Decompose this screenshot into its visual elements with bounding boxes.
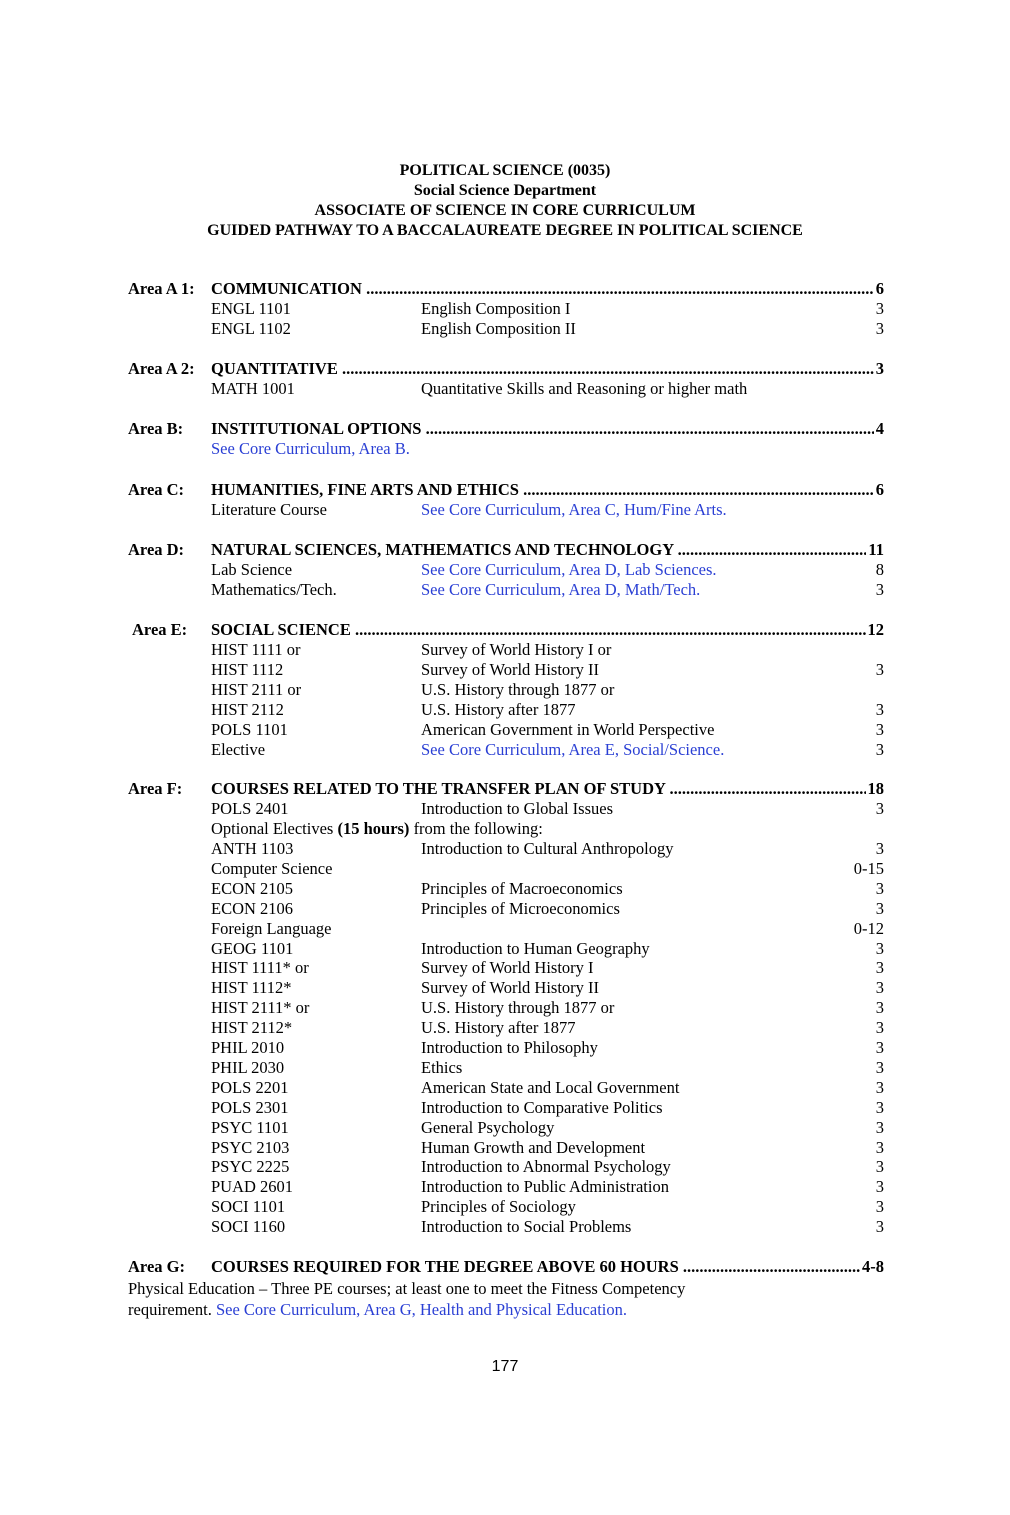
course-row xyxy=(211,998,884,1018)
area-total-hours: 18 xyxy=(867,779,884,798)
optional-electives-suffix: from the following: xyxy=(409,819,543,838)
course-hours: 3 xyxy=(875,580,884,599)
course-code: PUAD 2601 xyxy=(211,1177,294,1196)
course-hours: 0-15 xyxy=(853,859,884,878)
course-hours: 3 xyxy=(875,958,884,977)
department-name: Social Science Department xyxy=(413,182,597,199)
optional-electives-text: Optional Electives xyxy=(211,819,338,838)
course-row xyxy=(211,379,884,399)
course-row xyxy=(211,879,884,899)
course-hours: 3 xyxy=(875,799,884,818)
course-code: Elective xyxy=(211,740,266,759)
course-code: PSYC 1101 xyxy=(211,1118,289,1137)
course-title: Principles of Macroeconomics xyxy=(421,879,623,898)
course-row xyxy=(211,299,884,319)
area-name: HUMANITIES, FINE ARTS AND ETHICS xyxy=(211,480,519,499)
course-title: Quantitative Skills and Reasoning or higher math xyxy=(421,379,748,398)
course-code: Foreign Language xyxy=(211,919,332,938)
course-code: HIST 1112* xyxy=(211,978,292,997)
course-hours: 3 xyxy=(875,1217,884,1236)
course-hours: 3 xyxy=(875,939,884,958)
course-hours: 3 xyxy=(875,1138,884,1157)
pe-requirement-text-2: requirement. xyxy=(128,1300,216,1319)
course-row xyxy=(211,439,884,459)
course-code: Mathematics/Tech. xyxy=(211,580,337,599)
course-hours: 3 xyxy=(875,1018,884,1037)
course-row xyxy=(211,580,884,600)
area-name: QUANTITATIVE xyxy=(211,359,338,378)
course-code: PHIL 2030 xyxy=(211,1058,285,1077)
course-hours: 3 xyxy=(875,1157,884,1176)
course-title: Introduction to Cultural Anthropology xyxy=(421,839,674,858)
course-title: Principles of Sociology xyxy=(421,1197,576,1216)
program-title: POLITICAL SCIENCE (0035) xyxy=(399,162,611,179)
area-name: COURSES RELATED TO THE TRANSFER PLAN OF STUDY xyxy=(211,779,666,798)
course-title: Ethics xyxy=(421,1058,463,1077)
course-hours: 3 xyxy=(875,700,884,719)
core-curriculum-link[interactable]: See Core Curriculum, Area E, Social/Science. xyxy=(421,740,725,759)
course-row xyxy=(211,1217,884,1237)
course-hours: 3 xyxy=(875,660,884,679)
course-code: ECON 2106 xyxy=(211,899,294,918)
course-code: MATH 1001 xyxy=(211,379,295,398)
course-code: POLS 1101 xyxy=(211,720,288,739)
area-label: Area B: xyxy=(128,419,184,438)
course-code: POLS 2201 xyxy=(211,1078,289,1097)
core-curriculum-link[interactable]: See Core Curriculum, Area D, Math/Tech. xyxy=(421,580,701,599)
course-row xyxy=(211,560,884,580)
course-title: Principles of Microeconomics xyxy=(421,899,620,918)
course-title: Introduction to Global Issues xyxy=(421,799,614,818)
area-total-hours: 4-8 xyxy=(862,1257,884,1276)
course-code: HIST 2111* or xyxy=(211,998,310,1017)
area-total-hours: 6 xyxy=(875,480,884,499)
course-title: English Composition II xyxy=(421,319,576,338)
core-curriculum-link[interactable]: See Core Curriculum, Area C, Hum/Fine Arts. xyxy=(421,500,727,519)
course-row xyxy=(211,1018,884,1038)
course-title: Survey of World History I or xyxy=(421,640,612,659)
course-code: PSYC 2103 xyxy=(211,1138,290,1157)
course-title: U.S. History through 1877 or xyxy=(421,998,615,1017)
course-row xyxy=(211,919,884,939)
pe-requirement-text: Physical Education – Three PE courses; at least one to meet the Fitness Competency xyxy=(128,1279,686,1298)
course-row xyxy=(211,1138,884,1158)
course-hours: 3 xyxy=(875,879,884,898)
course-code: HIST 1111 or xyxy=(211,640,301,659)
course-code: HIST 1111* or xyxy=(211,958,309,977)
document-header xyxy=(0,161,1010,241)
course-hours: 3 xyxy=(875,720,884,739)
area-total-hours: 3 xyxy=(875,359,884,378)
optional-electives-note xyxy=(211,819,884,839)
course-row xyxy=(211,939,884,959)
area-b-heading xyxy=(128,419,884,439)
area-d-heading xyxy=(128,540,884,560)
area-label: Area F: xyxy=(128,779,183,798)
course-title: U.S. History after 1877 xyxy=(421,1018,576,1037)
course-code: ENGL 1102 xyxy=(211,319,291,338)
course-code: SOCI 1101 xyxy=(211,1197,286,1216)
course-title: General Psychology xyxy=(421,1118,555,1137)
course-row xyxy=(211,1078,884,1098)
area-total-hours: 12 xyxy=(867,620,884,639)
core-curriculum-link[interactable]: See Core Curriculum, Area B. xyxy=(211,439,410,458)
course-hours: 3 xyxy=(875,1098,884,1117)
area-a2-heading xyxy=(128,359,884,379)
course-row xyxy=(211,700,884,720)
course-hours: 3 xyxy=(875,1078,884,1097)
course-hours: 3 xyxy=(875,1118,884,1137)
course-row xyxy=(211,799,884,819)
course-hours: 3 xyxy=(875,1058,884,1077)
course-title: English Composition I xyxy=(421,299,571,318)
core-curriculum-link[interactable]: See Core Curriculum, Area G, Health and Physical Education. xyxy=(215,1300,627,1319)
course-row xyxy=(211,859,884,879)
course-title: U.S. History through 1877 or xyxy=(421,680,615,699)
course-hours: 3 xyxy=(875,319,884,338)
area-c-heading xyxy=(128,480,884,500)
course-code: Lab Science xyxy=(211,560,293,579)
course-row xyxy=(211,680,884,700)
course-code: ENGL 1101 xyxy=(211,299,291,318)
course-title: Introduction to Public Administration xyxy=(421,1177,669,1196)
course-title: Survey of World History I xyxy=(421,958,594,977)
course-hours: 3 xyxy=(875,1177,884,1196)
course-title: Introduction to Human Geography xyxy=(421,939,650,958)
course-row xyxy=(211,1118,884,1138)
area-name: INSTITUTIONAL OPTIONS xyxy=(211,419,422,438)
course-hours: 3 xyxy=(875,978,884,997)
area-label: Area C: xyxy=(128,480,185,499)
course-code: Computer Science xyxy=(211,859,333,878)
pathway-title: GUIDED PATHWAY TO A BACCALAUREATE DEGREE IN POLITICAL SCIENCE xyxy=(207,222,803,239)
course-hours: 3 xyxy=(875,1197,884,1216)
area-total-hours: 11 xyxy=(868,540,884,559)
course-code: PSYC 2225 xyxy=(211,1157,290,1176)
course-hours: 3 xyxy=(875,740,884,759)
course-row xyxy=(211,1038,884,1058)
course-title: Survey of World History II xyxy=(421,660,600,679)
area-label: Area E: xyxy=(132,620,188,639)
course-code: HIST 1112 xyxy=(211,660,284,679)
degree-name: ASSOCIATE OF SCIENCE IN CORE CURRICULUM xyxy=(314,202,696,219)
course-hours: 3 xyxy=(875,299,884,318)
course-code: HIST 2111 or xyxy=(211,680,302,699)
core-curriculum-link[interactable]: See Core Curriculum, Area D, Lab Sciences. xyxy=(421,560,717,579)
course-title: Human Growth and Development xyxy=(421,1138,646,1157)
course-row xyxy=(211,720,884,740)
area-label: Area G: xyxy=(128,1257,185,1276)
course-row xyxy=(211,500,884,520)
area-a1-heading xyxy=(128,279,884,299)
course-row xyxy=(211,660,884,680)
area-name: COURSES REQUIRED FOR THE DEGREE ABOVE 60 HOURS xyxy=(211,1257,679,1276)
course-hours: 0-12 xyxy=(853,919,884,938)
course-hours: 3 xyxy=(875,839,884,858)
area-e-heading xyxy=(128,620,884,640)
course-row xyxy=(211,899,884,919)
course-title: Introduction to Philosophy xyxy=(421,1038,598,1057)
course-hours: 3 xyxy=(875,899,884,918)
area-g-heading xyxy=(128,1257,884,1277)
course-row xyxy=(211,640,884,660)
course-code: POLS 2401 xyxy=(211,799,289,818)
course-title: Survey of World History II xyxy=(421,978,600,997)
course-title: American State and Local Government xyxy=(421,1078,680,1097)
area-total-hours: 4 xyxy=(875,419,884,438)
course-title: Introduction to Social Problems xyxy=(421,1217,632,1236)
course-row xyxy=(211,978,884,998)
area-name: COMMUNICATION xyxy=(211,279,362,298)
area-label: Area D: xyxy=(128,540,185,559)
course-row xyxy=(211,1177,884,1197)
course-row xyxy=(211,1098,884,1118)
course-row xyxy=(211,319,884,339)
course-row xyxy=(211,958,884,978)
course-title: Introduction to Comparative Politics xyxy=(421,1098,663,1117)
optional-electives-hours: (15 hours) xyxy=(337,819,410,838)
course-code: SOCI 1160 xyxy=(211,1217,286,1236)
course-row xyxy=(211,1197,884,1217)
course-row xyxy=(211,1157,884,1177)
course-row xyxy=(211,740,884,760)
course-row xyxy=(211,1058,884,1078)
course-title: Introduction to Abnormal Psychology xyxy=(421,1157,671,1176)
area-label: Area A 1: xyxy=(128,279,195,298)
area-name: SOCIAL SCIENCE xyxy=(211,620,351,639)
course-code: POLS 2301 xyxy=(211,1098,289,1117)
course-code: Literature Course xyxy=(211,500,327,519)
course-code: PHIL 2010 xyxy=(211,1038,285,1057)
area-f-heading xyxy=(128,779,884,799)
course-title: American Government in World Perspective xyxy=(421,720,715,739)
course-title: U.S. History after 1877 xyxy=(421,700,576,719)
course-hours: 3 xyxy=(875,1038,884,1057)
course-code: ANTH 1103 xyxy=(211,839,294,858)
area-total-hours: 6 xyxy=(875,279,884,298)
course-code: GEOG 1101 xyxy=(211,939,294,958)
course-hours: 8 xyxy=(875,560,884,579)
course-hours: 3 xyxy=(875,998,884,1017)
course-code: HIST 2112* xyxy=(211,1018,293,1037)
area-g-description xyxy=(128,1278,888,1320)
course-code: HIST 2112 xyxy=(211,700,284,719)
course-code: ECON 2105 xyxy=(211,879,294,898)
course-row xyxy=(211,839,884,859)
area-name: NATURAL SCIENCES, MATHEMATICS AND TECHNOLOGY xyxy=(211,540,674,559)
page-number: 177 xyxy=(491,1358,519,1375)
area-label: Area A 2: xyxy=(128,359,195,378)
